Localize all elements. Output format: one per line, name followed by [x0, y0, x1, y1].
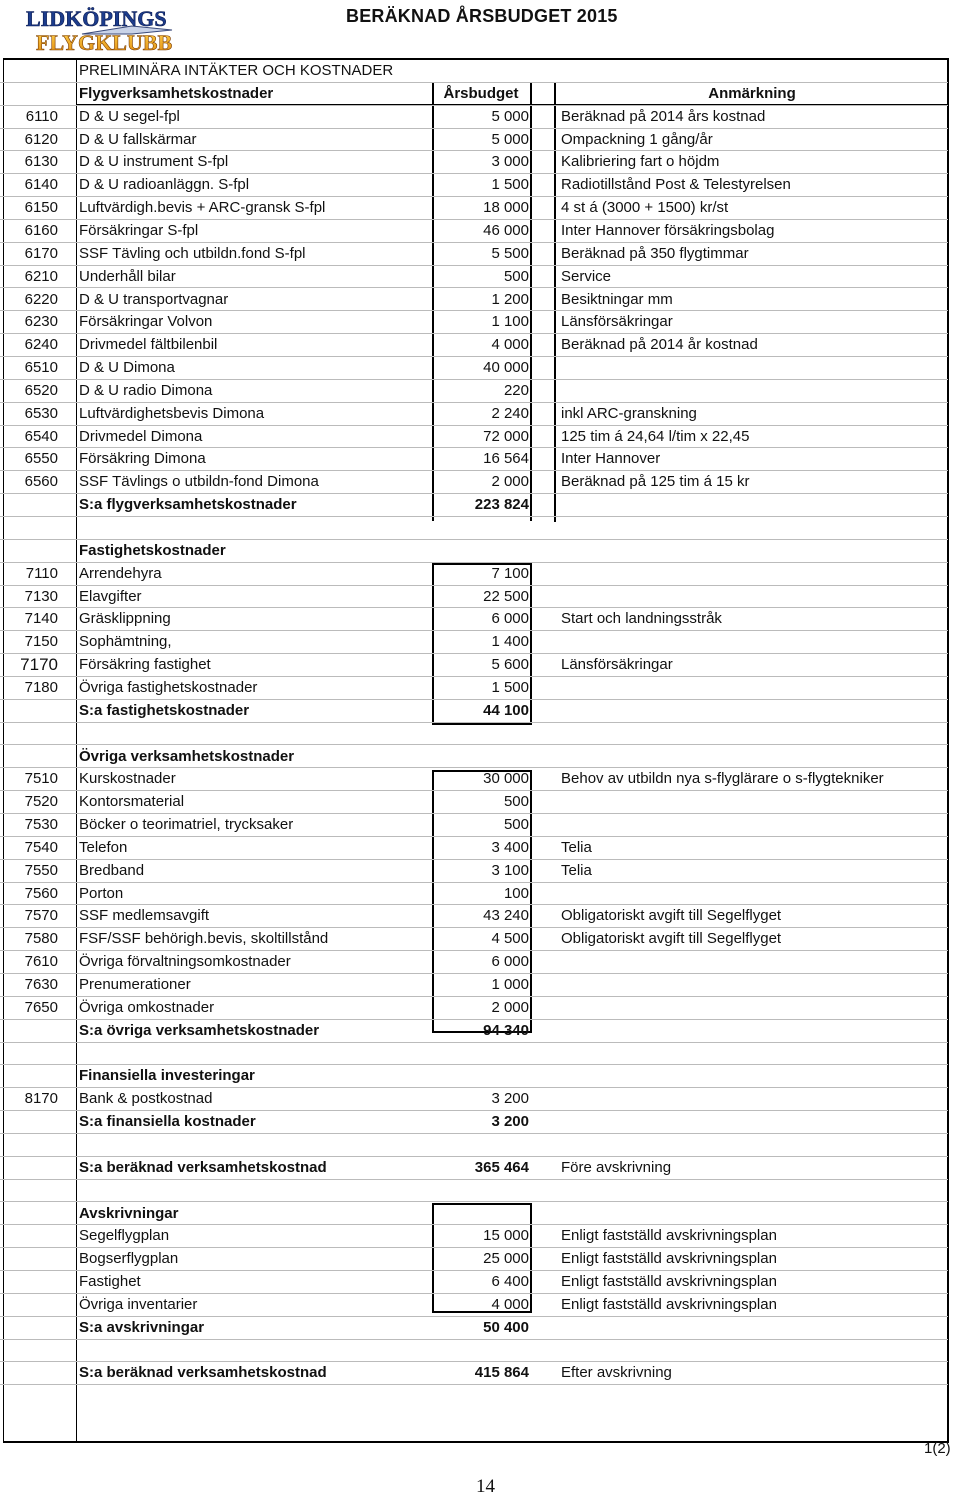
table-title-row [0, 60, 948, 83]
budget-amount: 1 000 [491, 976, 529, 993]
table-row [0, 357, 948, 380]
section-heading: Avskrivningar [79, 1204, 179, 1222]
sum-amount: 223 824 [474, 496, 529, 514]
budget-amount: 5 500 [491, 244, 529, 262]
table-row [0, 471, 948, 494]
account-description: D & U transportvagnar [79, 290, 229, 308]
budget-amount: 1 100 [491, 313, 529, 331]
table-row [0, 174, 948, 197]
account-description: Luftvärdigh.bevis + ARC-gransk S-fpl [79, 199, 326, 217]
table-row [0, 380, 948, 403]
grand-total-row [0, 1157, 948, 1180]
grand-total-amount: 415 864 [474, 1364, 529, 1382]
account-description: Försäkring fastighet [79, 656, 211, 674]
account-description: Bogserflygplan [79, 1250, 179, 1268]
budget-amount: 2 000 [491, 473, 529, 491]
remark: Enligt fastställd avskrivningsplan [561, 1227, 777, 1245]
table-row [0, 928, 948, 951]
budget-amount: 15 000 [483, 1227, 529, 1245]
account-description: D & U radio Dimona [79, 381, 213, 399]
account-code: 6120 [24, 130, 58, 148]
account-code: 7650 [24, 998, 58, 1016]
budget-amount: 3 000 [491, 153, 529, 171]
table-row [0, 631, 948, 654]
account-description: Drivmedel fältbilenbil [79, 336, 218, 354]
account-description: D & U fallskärmar [79, 130, 197, 148]
account-code: 7560 [24, 884, 58, 902]
account-code: 6140 [24, 176, 58, 194]
budget-amount: 3 400 [491, 838, 529, 856]
account-description: Porton [79, 884, 124, 902]
page-of-indicator: 1(2) [924, 1440, 951, 1457]
grand-total-amount: 365 464 [474, 1158, 529, 1176]
budget-amount: 4 000 [491, 336, 529, 354]
table-row [0, 106, 948, 129]
remark: Beräknad på 2014 år kostnad [561, 336, 758, 354]
section-heading-row [0, 540, 948, 563]
table-row [0, 654, 948, 677]
account-description: SSF Tävling och utbildn.fond S-fpl [79, 244, 306, 262]
budget-amount: 30 000 [483, 770, 529, 788]
account-description: Övriga fastighetskostnader [79, 678, 258, 696]
table-row [0, 197, 948, 220]
budget-amount: 5 000 [491, 130, 529, 148]
budget-amount: 1 200 [491, 290, 529, 308]
sum-label: S:a övriga verksamhetskostnader [79, 1021, 320, 1039]
account-code: 6110 [25, 107, 58, 125]
account-description: Segelflygplan [79, 1227, 170, 1245]
remark: Beräknad på 350 flygtimmar [561, 244, 749, 262]
remark: Länsförsäkringar [561, 656, 673, 674]
account-description: Bredband [79, 861, 145, 879]
table-row [0, 837, 948, 860]
sum-row [0, 700, 948, 723]
table-row [0, 1225, 948, 1248]
remark: Länsförsäkringar [561, 313, 673, 331]
account-description: Bank & postkostnad [79, 1090, 213, 1108]
remark: Telia [561, 838, 592, 856]
account-code: 7510 [24, 770, 58, 788]
section-heading: Finansiella investeringar [79, 1067, 255, 1085]
budget-amount: 500 [503, 816, 529, 834]
table-row [0, 608, 948, 631]
account-code: 7180 [24, 678, 58, 696]
account-code: 6130 [24, 153, 58, 171]
sum-label: S:a fastighetskostnader [79, 701, 250, 719]
remark: 4 st á (3000 + 1500) kr/st [561, 199, 729, 217]
account-description: Telefon [79, 838, 128, 856]
table-row [0, 289, 948, 312]
account-description: Övriga förvaltningsomkostnader [79, 953, 291, 971]
remark: Inter Hannover [561, 450, 661, 468]
budget-amount: 1 500 [491, 176, 529, 194]
account-description: Kontorsmaterial [79, 793, 185, 811]
table-row [0, 905, 948, 928]
remark: Obligatoriskt avgift till Segelflyget [561, 930, 782, 948]
grand-total-remark: Före avskrivning [561, 1158, 672, 1176]
account-description: D & U Dimona [79, 359, 175, 377]
budget-amount: 500 [503, 793, 529, 811]
account-code: 6520 [24, 381, 58, 399]
remark: Enligt fastställd avskrivningsplan [561, 1273, 777, 1291]
budget-amount: 6 000 [491, 953, 529, 971]
table-row [0, 1248, 948, 1271]
table-row [0, 311, 948, 334]
account-code: 7610 [24, 953, 58, 971]
table-row [0, 334, 948, 357]
account-description: FSF/SSF behörigh.bevis, skoltillstånd [79, 930, 329, 948]
sum-amount: 94 340 [483, 1021, 529, 1039]
table-row [0, 586, 948, 609]
account-code: 6560 [24, 473, 58, 491]
account-code: 7530 [24, 816, 58, 834]
account-code: 6540 [24, 427, 58, 445]
section-heading: Övriga verksamhetskostnader [79, 747, 295, 765]
account-description: Övriga omkostnader [79, 998, 215, 1016]
account-code: 6210 [24, 267, 58, 285]
remark: Service [561, 267, 612, 285]
remark: 125 tim á 24,64 l/tim x 22,45 [561, 427, 750, 445]
sum-amount: 50 400 [483, 1318, 529, 1336]
account-description: D & U instrument S-fpl [79, 153, 229, 171]
table-row [0, 403, 948, 426]
account-code: 7630 [24, 976, 58, 993]
grand-total-row [0, 1362, 948, 1385]
budget-amount: 1 400 [491, 633, 529, 651]
account-description: Drivmedel Dimona [79, 427, 203, 445]
budget-amount: 100 [503, 884, 529, 902]
sum-label: S:a avskrivningar [79, 1318, 205, 1336]
budget-amount: 1 500 [491, 678, 529, 696]
remark: Besiktningar mm [561, 290, 673, 308]
remark: Start och landningsstråk [561, 610, 722, 628]
sum-row [0, 1317, 948, 1340]
remark: Enligt fastställd avskrivningsplan [561, 1295, 777, 1313]
sum-label: S:a flygverksamhetskostnader [79, 496, 297, 514]
account-description: Kurskostnader [79, 770, 176, 788]
sum-amount: 44 100 [483, 701, 529, 719]
account-code: 6510 [24, 359, 58, 377]
remark: inkl ARC-granskning [561, 404, 697, 422]
budget-amount: 6 000 [491, 610, 529, 628]
account-description: Övriga inventarier [79, 1295, 198, 1313]
budget-amount: 72 000 [483, 427, 529, 445]
account-code: 7520 [24, 793, 58, 811]
table-row [0, 1294, 948, 1317]
budget-amount: 3 200 [491, 1090, 529, 1108]
budget-amount: 220 [503, 381, 529, 399]
account-description: Elavgifter [79, 587, 142, 605]
budget-amount: 43 240 [483, 907, 529, 925]
table-row [0, 243, 948, 266]
remark: Telia [561, 861, 592, 879]
section-heading-row [0, 746, 948, 769]
sum-row [0, 1020, 948, 1043]
table-row [0, 997, 948, 1020]
budget-amount: 3 100 [491, 861, 529, 879]
section-heading: Flygverksamhetskostnader [79, 84, 274, 102]
table-row [0, 768, 948, 791]
document-title: BERÄKNAD ÅRSBUDGET 2015 [346, 6, 618, 26]
account-code: 8170 [24, 1090, 58, 1108]
table-row [0, 1088, 948, 1111]
table-title: PRELIMINÄRA INTÄKTER OCH KOSTNADER [79, 62, 394, 79]
account-description: Arrendehyra [79, 564, 162, 582]
table-row [0, 677, 948, 700]
remark: Radiotillstånd Post & Telestyrelsen [561, 176, 791, 194]
account-code: 7540 [24, 838, 58, 856]
remark: Beräknad på 125 tim á 15 kr [561, 473, 750, 491]
budget-amount: 25 000 [483, 1250, 529, 1268]
account-code: 7110 [25, 564, 58, 582]
grand-total-label: S:a beräknad verksamhetskostnad [79, 1158, 327, 1176]
account-code: 6160 [24, 221, 58, 239]
account-code: 7170 [20, 655, 58, 675]
account-code: 6150 [24, 199, 58, 217]
account-description: Försäkringar Volvon [79, 313, 213, 331]
account-description: SSF Tävlings o utbildn-fond Dimona [79, 473, 319, 491]
account-description: Försäkring Dimona [79, 450, 206, 468]
account-description: D & U segel-fpl [79, 107, 180, 125]
budget-amount: 4 000 [491, 1295, 529, 1313]
table-row [0, 814, 948, 837]
budget-amount: 2 240 [491, 404, 529, 422]
account-description: SSF medlemsavgift [79, 907, 210, 925]
account-description: Prenumerationer [79, 976, 191, 993]
empty-row [0, 1180, 948, 1203]
budget-amount: 16 564 [483, 450, 529, 468]
account-code: 7580 [24, 930, 58, 948]
table-row [0, 426, 948, 449]
grid-line-bottom [3, 1441, 949, 1443]
section-heading: Fastighetskostnader [79, 541, 226, 559]
budget-amount: 7 100 [491, 564, 529, 582]
budget-amount: 4 500 [491, 930, 529, 948]
remark: Ompackning 1 gång/år [561, 130, 713, 148]
budget-amount: 46 000 [483, 221, 529, 239]
table-row [0, 883, 948, 906]
table-row [0, 151, 948, 174]
table-row [0, 220, 948, 243]
account-code: 7140 [24, 610, 58, 628]
page-number: 14 [476, 1476, 495, 1497]
account-code: 7130 [24, 587, 58, 605]
budget-amount: 40 000 [483, 359, 529, 377]
logo-text-top: LIDKÖPINGS [26, 6, 167, 31]
section-heading-row [0, 1203, 948, 1226]
sum-amount: 3 200 [491, 1113, 529, 1131]
column-header-row [0, 83, 948, 106]
budget-amount: 2 000 [491, 998, 529, 1016]
remark: Enligt fastställd avskrivningsplan [561, 1250, 777, 1268]
account-description: Böcker o teorimatriel, trycksaker [79, 816, 294, 834]
account-code: 6240 [24, 336, 58, 354]
club-logo [22, 4, 192, 54]
empty-row [0, 517, 948, 540]
sum-row [0, 494, 948, 517]
budget-amount: 22 500 [483, 587, 529, 605]
account-description: Luftvärdighetsbevis Dimona [79, 404, 265, 422]
column-header-remark: Anmärkning [708, 84, 796, 102]
remark: Inter Hannover försäkringsbolag [561, 221, 775, 239]
account-description: Försäkringar S-fpl [79, 221, 199, 239]
account-code: 7570 [24, 907, 58, 925]
empty-row [0, 1340, 948, 1363]
table-row [0, 791, 948, 814]
table-row [0, 860, 948, 883]
sum-row [0, 1111, 948, 1134]
grand-total-label: S:a beräknad verksamhetskostnad [79, 1364, 327, 1382]
table-row [0, 266, 948, 289]
account-code: 6170 [24, 244, 58, 262]
grand-total-remark: Efter avskrivning [561, 1364, 672, 1382]
empty-row [0, 723, 948, 746]
account-code: 6220 [24, 290, 58, 308]
budget-amount: 500 [503, 267, 529, 285]
account-description: D & U radioanläggn. S-fpl [79, 176, 250, 194]
budget-amount: 5 000 [491, 107, 529, 125]
budget-amount: 18 000 [483, 199, 529, 217]
remark: Beräknad på 2014 års kostnad [561, 107, 766, 125]
account-description: Fastighet [79, 1273, 141, 1291]
remark: Behov av utbildn nya s-flyglärare o s-flygtekniker [561, 770, 884, 788]
empty-row [0, 1043, 948, 1066]
table-row [0, 563, 948, 586]
account-description: Gräsklippning [79, 610, 171, 628]
account-code: 6230 [24, 313, 58, 331]
remark: Obligatoriskt avgift till Segelflyget [561, 907, 782, 925]
column-header-budget: Årsbudget [443, 84, 519, 102]
table-row [0, 448, 948, 471]
account-code: 7550 [24, 861, 58, 879]
remark: Kalibriering fart o höjdm [561, 153, 720, 171]
sum-label: S:a finansiella kostnader [79, 1113, 256, 1131]
account-description: Sophämtning, [79, 633, 172, 651]
empty-row [0, 1134, 948, 1157]
logo-text-bottom: FLYGKLUBB [36, 30, 173, 54]
account-code: 7150 [24, 633, 58, 651]
budget-amount: 5 600 [491, 656, 529, 674]
budget-amount: 6 400 [491, 1273, 529, 1291]
account-code: 6530 [24, 404, 58, 422]
table-row [0, 1271, 948, 1294]
account-description: Underhåll bilar [79, 267, 176, 285]
table-row [0, 129, 948, 152]
section-heading-row [0, 1065, 948, 1088]
account-code: 6550 [24, 450, 58, 468]
table-row [0, 951, 948, 974]
table-row [0, 974, 948, 997]
